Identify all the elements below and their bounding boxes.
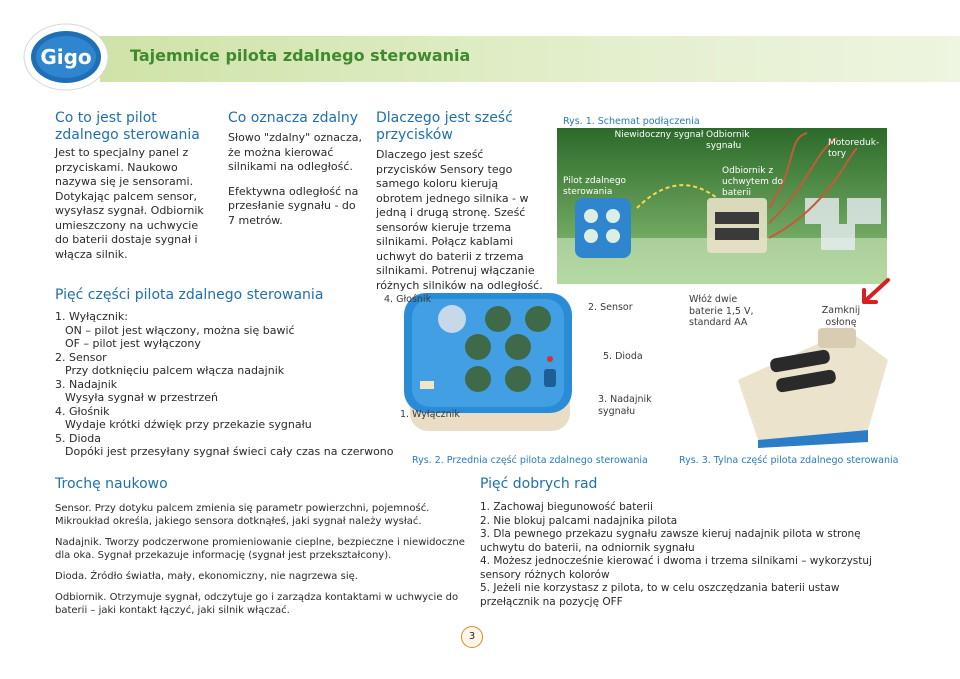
fig2-remote-front xyxy=(400,285,590,445)
col2-p1: Słowo "zdalny" oznacza, że można kierować silnikami na odległość. xyxy=(228,131,362,173)
page-title: Tajemnice pilota zdalnego sterowania xyxy=(130,46,471,65)
fig2-label-sensor: 2. Sensor xyxy=(588,302,633,313)
tips-item: 2. Nie blokuj palcami nadajnika pilota xyxy=(480,514,678,527)
parts-title: Pięć części pilota zdalnego sterowania xyxy=(55,287,324,303)
science-p3: Dioda. Źródło światła, mały, ekonomiczny, nie nagrzewa się. xyxy=(55,571,358,582)
parts-item: 5. Dioda xyxy=(55,431,101,445)
science-title: Trochę naukowo xyxy=(55,476,168,492)
col1-section xyxy=(55,110,215,262)
tips-item: 4. Możesz jednocześnie kierować i dwoma i trzema silnikami – wykorzystuj sensory różnych kolorów xyxy=(480,555,872,581)
parts-item: 3. Nadajnik xyxy=(55,377,118,391)
parts-item: Wysyła sygnał w przestrzeń xyxy=(65,391,218,404)
science-p2: Nadajnik. Tworzy podczerwone promieniowanie cieplne, bezpieczne i niewidoczne dla oka. Sygnał przekazuje informację (sygnał jest przekształcony). xyxy=(55,537,465,561)
parts-item: Przy dotknięciu palcem włącza nadajnik xyxy=(65,364,285,377)
fig1-label-receiver: Odbiornik sygnału xyxy=(706,130,750,151)
fig1-label-motors: Motoreduk-tory xyxy=(828,138,880,159)
tips-title: Pięć dobrych rad xyxy=(480,476,598,492)
col1-title-line2: zdalnego sterowania xyxy=(55,127,200,143)
fig1-label-signal: Niewidoczny sygnał xyxy=(614,130,704,140)
science-p1: Sensor. Przy dotyku palcem zmienia się parametr powierzchni, pojemność. Mikroukład określa, jakiego sensora dotknąłeś, jaki sygnał należy wysłać. xyxy=(55,503,430,527)
col3-title-line2: przycisków xyxy=(376,127,453,143)
science-p4: Odbiornik. Otrzymuje sygnał, odczytuje go i zarządza kontaktami w uchwycie do baterii – jaki kontakt łączyć, jaki silnik włączać. xyxy=(55,592,459,616)
col2-title: Co oznacza zdalny xyxy=(228,110,359,126)
fig1-caption: Rys. 1. Schemat podłączenia xyxy=(563,116,700,127)
parts-item: OF – pilot jest wyłączony xyxy=(65,337,201,350)
col3-section xyxy=(376,110,546,293)
svg-text:Gigo: Gigo xyxy=(40,45,92,69)
parts-item: 4. Głośnik xyxy=(55,404,110,418)
parts-item: 1. Wyłącznik: xyxy=(55,310,128,323)
col1-title-line1: Co to jest pilot xyxy=(55,110,157,126)
science-section xyxy=(55,476,467,617)
parts-item: 2. Sensor xyxy=(55,350,107,364)
fig3-caption: Rys. 3. Tylna część pilota zdalnego sterowania xyxy=(679,455,899,466)
tips-section xyxy=(480,476,880,609)
parts-item: ON – pilot jest włączony, można się bawić xyxy=(65,323,295,337)
col2-p2: Efektywna odległość na przesłanie sygnału - do 7 metrów. xyxy=(228,184,359,227)
fig1-label-receiver-holder: Odbiornik z uchwytem do baterii xyxy=(722,166,783,198)
fig2-label-switch: 1. Wyłącznik xyxy=(400,409,460,420)
col3-title-line1: Dlaczego jest sześć xyxy=(376,110,513,126)
page-number: 3 xyxy=(461,626,483,648)
fig3-label-batteries: Włóż dwie baterie 1,5 V, standard AA xyxy=(689,294,754,328)
tips-item: 5. Jeżeli nie korzystasz z pilota, to w celu oszczędzania baterii ustaw przełącznik na pozycję OFF xyxy=(480,582,840,608)
fig3-label-close-cover: Zamknij osłonę xyxy=(821,305,861,328)
parts-item: Dopóki jest przesyłany sygnał świeci cały czas na czerwono xyxy=(65,445,394,458)
tips-item: 3. Dla pewnego przekazu sygnału zawsze kieruj nadajnik pilota w stronę uchwytu do baterii, na odniornik sygnału xyxy=(480,528,861,554)
tips-item: 1. Zachowaj biegunowość baterii xyxy=(480,501,653,513)
fig2-label-transmitter: 3. Nadajnik sygnału xyxy=(598,394,652,417)
parts-item: Wydaje krótki dźwięk przy przekazie sygnału xyxy=(65,418,312,431)
fig1-label-remote: Pilot zdalnego sterowania xyxy=(563,176,627,197)
fig2-caption: Rys. 2. Przednia część pilota zdalnego sterowania xyxy=(412,455,648,466)
col1-text: Jest to specjalny panel z przyciskami. Naukowo nazywa się je sensorami. Dotykając palcem sensor, wysyłasz sygnał. Odbiornik umieszczony na uchwycie do baterii dostaje sygnał i włącza silnik. xyxy=(55,146,204,261)
col2-section xyxy=(228,110,366,228)
col3-text: Dlaczego jest sześć przycisków Sensory tego samego koloru kierują obrotem jednego silnika - w jedną i drugą stronę. Sześć sensorów kieruje trzema silnikami. Połącz kablami uchwyt do baterii z trzema silnikami. Potrenuj włączanie różnych silników na odległość. xyxy=(376,148,543,292)
fig2-label-diode: 5. Dioda xyxy=(603,351,643,362)
parts-section xyxy=(55,287,394,459)
gigo-logo xyxy=(22,22,110,92)
fig2-label-speaker: 4. Głośnik xyxy=(384,294,432,305)
